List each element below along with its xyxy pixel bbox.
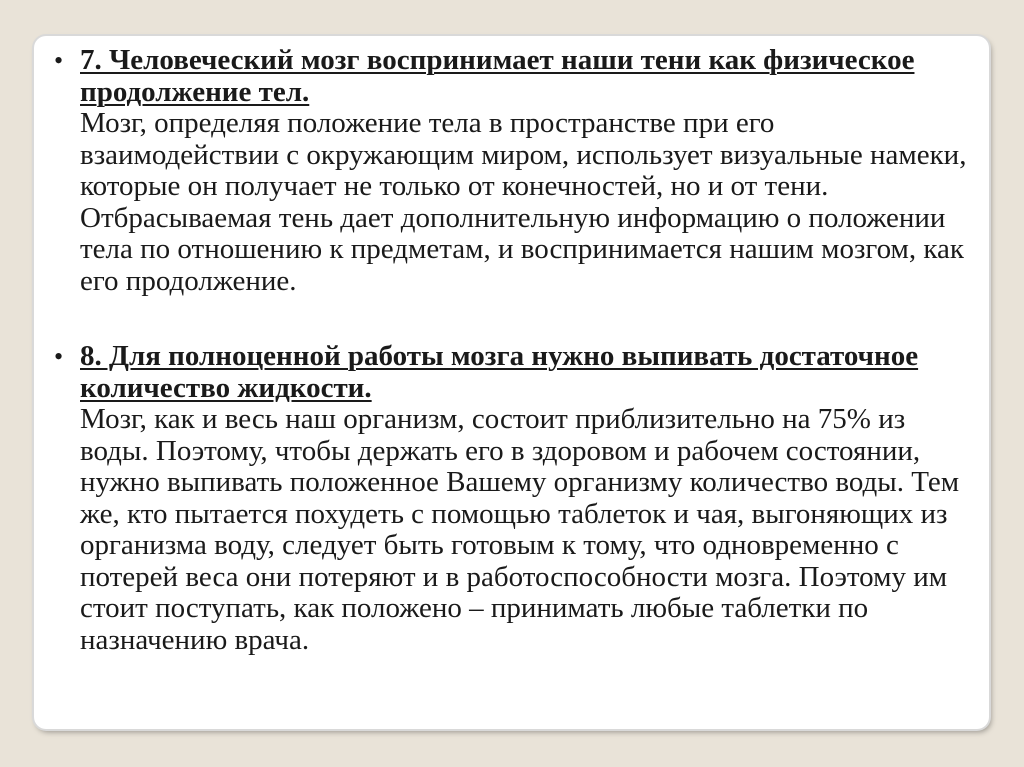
bullet-icon: •	[54, 342, 64, 371]
item-body: Мозг, как и весь наш организм, состоит приблизительно на 75% из воды. Поэтому, чтобы держать его в здоровом и рабочем состоянии, нужно выпивать положенное Вашему организму количество воды. Тем же, кто пытается похудеть с помощью таблеток и чая, выгоняющих из организма воду, следует быть готовым к тому, что одновременно с потерей веса они потеряют и в работоспособности мозга. Поэтому им стоит поступать, как положено – принимать любые таблетки по назначению врача.	[80, 403, 960, 656]
item-heading: 7. Человеческий мозг воспринимает наши тени как физическое продолжение тел.	[80, 44, 915, 108]
list-item-8	[50, 341, 980, 656]
item-heading: 8. Для полноценной работы мозга нужно выпивать достаточное количество жидкости.	[80, 340, 919, 404]
list-item-7	[50, 45, 980, 297]
slide-content	[50, 45, 980, 656]
item-body: Мозг, определяя положение тела в пространстве при его взаимодействии с окружающим миром, использует визуальные намеки, которые он получает не только от конечностей, но и от тени. Отбрасываемая тень дает дополнительную информацию о положении тела по отношению к предметам, и воспринимается нашим мозгом, как его продолжение.	[80, 107, 967, 297]
bullet-icon: •	[54, 46, 64, 75]
